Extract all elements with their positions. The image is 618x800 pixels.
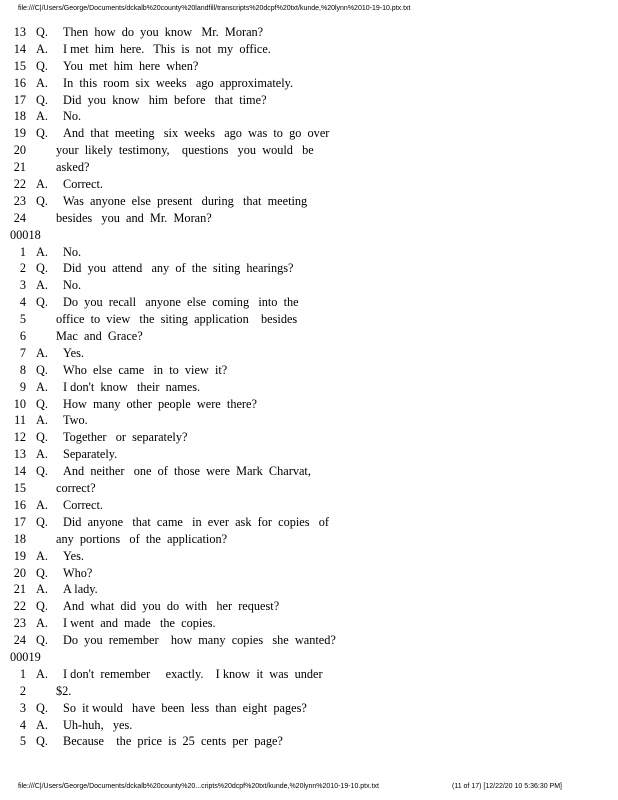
speaker-label: Q. — [36, 25, 48, 39]
page-marker — [0, 227, 618, 244]
line-number: 10 — [13, 396, 26, 411]
transcript-line — [0, 683, 618, 700]
line-number: 4 — [19, 295, 26, 310]
line-number: 21 — [13, 160, 26, 175]
line-text: Together or separately? — [63, 430, 188, 445]
line-text: Separately. — [63, 447, 118, 462]
line-text: I met him here. This is not my office. — [63, 41, 271, 56]
line-number: 7 — [19, 345, 26, 360]
page-marker — [0, 649, 618, 666]
transcript-line — [0, 210, 618, 227]
line-text: Two. — [63, 413, 88, 428]
line-text: Uh-huh, yes. — [63, 717, 133, 732]
line-text: No. — [63, 244, 82, 259]
transcript-line — [0, 311, 618, 328]
line-text: Who? — [63, 565, 93, 580]
transcript-line — [0, 497, 618, 514]
transcript-line — [0, 260, 618, 277]
line-number: 13 — [13, 447, 26, 462]
line-number: 16 — [13, 75, 26, 90]
page-number: 00019 — [10, 649, 41, 664]
speaker-label: Q. — [36, 565, 48, 580]
line-text: Yes. — [63, 345, 84, 360]
transcript-line — [0, 159, 618, 176]
line-text: How many other people were there? — [63, 396, 257, 411]
speaker-label: A. — [36, 582, 48, 597]
transcript-line — [0, 362, 618, 379]
speaker-label: Q. — [36, 599, 48, 614]
line-text: And that meeting six weeks ago was to go over — [63, 126, 330, 141]
line-text: No. — [63, 278, 82, 293]
transcript-line — [0, 328, 618, 345]
speaker-label: Q. — [36, 126, 48, 141]
speaker-label: A. — [36, 497, 48, 512]
file-path-header: file:///C|/Users/George/Documents/dckalb%20county%20landfill/transcripts%20dcpf%20txt/kunde,%20lynn%2010-19-10.ptx.txt — [18, 5, 411, 12]
transcript-line — [0, 598, 618, 615]
transcript-line — [0, 463, 618, 480]
line-number: 18 — [13, 109, 26, 124]
line-text: And what did you do with her request? — [63, 599, 280, 614]
transcript-line — [0, 75, 618, 92]
line-number: 14 — [13, 41, 26, 56]
transcript-line — [0, 581, 618, 598]
transcript-line — [0, 58, 618, 75]
line-text: Because the price is 25 cents per page? — [63, 734, 283, 749]
line-number: 2 — [19, 261, 26, 276]
line-number: 4 — [19, 717, 26, 732]
transcript-line — [0, 244, 618, 261]
line-number: 6 — [19, 329, 26, 344]
transcript-line — [0, 514, 618, 531]
speaker-label: Q. — [36, 362, 48, 377]
speaker-label: Q. — [36, 700, 48, 715]
speaker-label: A. — [36, 379, 48, 394]
transcript-line — [0, 632, 618, 649]
line-text: I don't remember exactly. I know it was under — [63, 666, 323, 681]
transcript-body — [0, 24, 618, 750]
line-text: Did you know him before that time? — [63, 92, 267, 107]
line-text: Correct. — [63, 177, 103, 192]
line-number: 13 — [13, 25, 26, 39]
line-number: 23 — [13, 616, 26, 631]
speaker-label: A. — [36, 413, 48, 428]
line-number: 20 — [13, 565, 26, 580]
line-text: A lady. — [63, 582, 98, 597]
line-number: 5 — [19, 734, 26, 749]
speaker-label: Q. — [36, 430, 48, 445]
speaker-label: A. — [36, 616, 48, 631]
line-number: 5 — [19, 312, 26, 327]
line-number: 24 — [13, 210, 26, 225]
line-text: Did you attend any of the siting hearings? — [63, 261, 294, 276]
line-text: office to view the siting application besides — [56, 312, 298, 327]
line-text: correct? — [56, 481, 96, 496]
transcript-line — [0, 615, 618, 632]
line-text: Yes. — [63, 548, 84, 563]
line-number: 24 — [13, 633, 26, 648]
transcript-line — [0, 429, 618, 446]
speaker-label: Q. — [36, 396, 48, 411]
line-number: 12 — [13, 430, 26, 445]
speaker-label: A. — [36, 244, 48, 259]
speaker-label: Q. — [36, 261, 48, 276]
transcript-line — [0, 531, 618, 548]
speaker-label: A. — [36, 177, 48, 192]
transcript-line — [0, 565, 618, 582]
line-number: 23 — [13, 193, 26, 208]
speaker-label: A. — [36, 41, 48, 56]
speaker-label: Q. — [36, 193, 48, 208]
speaker-label: A. — [36, 717, 48, 732]
line-text: besides you and Mr. Moran? — [56, 210, 212, 225]
transcript-line — [0, 24, 618, 41]
transcript-line — [0, 666, 618, 683]
transcript-line — [0, 379, 618, 396]
line-number: 22 — [13, 177, 26, 192]
line-number: 1 — [19, 244, 26, 259]
line-number: 3 — [19, 700, 26, 715]
line-number: 1 — [19, 666, 26, 681]
line-number: 15 — [13, 58, 26, 73]
speaker-label: A. — [36, 278, 48, 293]
transcript-line — [0, 733, 618, 750]
transcript-line — [0, 125, 618, 142]
speaker-label: A. — [36, 345, 48, 360]
transcript-line — [0, 446, 618, 463]
speaker-label: Q. — [36, 92, 48, 107]
line-text: Mac and Grace? — [56, 329, 143, 344]
transcript-line — [0, 142, 618, 159]
line-number: 8 — [19, 362, 26, 377]
transcript-line — [0, 548, 618, 565]
transcript-line — [0, 41, 618, 58]
speaker-label: A. — [36, 75, 48, 90]
line-number: 19 — [13, 548, 26, 563]
line-text: asked? — [56, 160, 90, 175]
line-number: 17 — [13, 92, 26, 107]
line-number: 2 — [19, 683, 26, 698]
line-number: 14 — [13, 464, 26, 479]
line-number: 9 — [19, 379, 26, 394]
speaker-label: Q. — [36, 295, 48, 310]
line-number: 3 — [19, 278, 26, 293]
line-text: Do you recall anyone else coming into the — [63, 295, 299, 310]
transcript-line — [0, 92, 618, 109]
line-text: Did anyone that came in ever ask for copies of — [63, 514, 330, 529]
line-number: 21 — [13, 582, 26, 597]
line-text: You met him here when? — [63, 58, 199, 73]
line-number: 19 — [13, 126, 26, 141]
line-text: And neither one of those were Mark Charvat, — [63, 464, 311, 479]
line-text: I went and made the copies. — [63, 616, 216, 631]
line-text: I don't know their names. — [63, 379, 201, 394]
speaker-label: A. — [36, 447, 48, 462]
line-number: 20 — [13, 143, 26, 158]
line-number: 17 — [13, 514, 26, 529]
transcript-line — [0, 108, 618, 125]
line-number: 11 — [14, 413, 26, 428]
line-text: any portions of the application? — [56, 531, 228, 546]
line-text: Then how do you know Mr. Moran? — [63, 25, 264, 39]
transcript-line — [0, 176, 618, 193]
line-number: 15 — [13, 481, 26, 496]
transcript-line — [0, 345, 618, 362]
line-text: Do you remember how many copies she wanted? — [63, 633, 336, 648]
page-number: 00018 — [10, 227, 41, 242]
line-text: Correct. — [63, 497, 103, 512]
speaker-label: A. — [36, 109, 48, 124]
transcript-line — [0, 700, 618, 717]
line-text: So it would have been less than eight pages? — [63, 700, 307, 715]
transcript-line — [0, 396, 618, 413]
speaker-label: Q. — [36, 633, 48, 648]
line-number: 22 — [13, 599, 26, 614]
transcript-line — [0, 294, 618, 311]
line-number: 16 — [13, 497, 26, 512]
transcript-line — [0, 412, 618, 429]
speaker-label: A. — [36, 666, 48, 681]
line-text: In this room six weeks ago approximately. — [63, 75, 294, 90]
speaker-label: Q. — [36, 464, 48, 479]
speaker-label: Q. — [36, 58, 48, 73]
line-text: Who else came in to view it? — [63, 362, 228, 377]
line-text: No. — [63, 109, 82, 124]
transcript-line — [0, 717, 618, 734]
transcript-line — [0, 277, 618, 294]
speaker-label: Q. — [36, 514, 48, 529]
transcript-line — [0, 480, 618, 497]
speaker-label: Q. — [36, 734, 48, 749]
transcript-line — [0, 193, 618, 210]
line-text: $2. — [56, 683, 72, 698]
file-path-footer: file:///C|/Users/George/Documents/dckalb%20county%20...cripts%20dcpf%20txt/kunde,%20lynn%2010-19-10.ptx.txt — [18, 783, 379, 790]
page-info-footer: (11 of 17) [12/22/20 10 5:36:30 PM] — [452, 783, 563, 790]
speaker-label: A. — [36, 548, 48, 563]
line-text: Was anyone else present during that meeting — [63, 193, 308, 208]
line-text: your likely testimony, questions you would be — [56, 143, 314, 158]
line-number: 18 — [13, 531, 26, 546]
